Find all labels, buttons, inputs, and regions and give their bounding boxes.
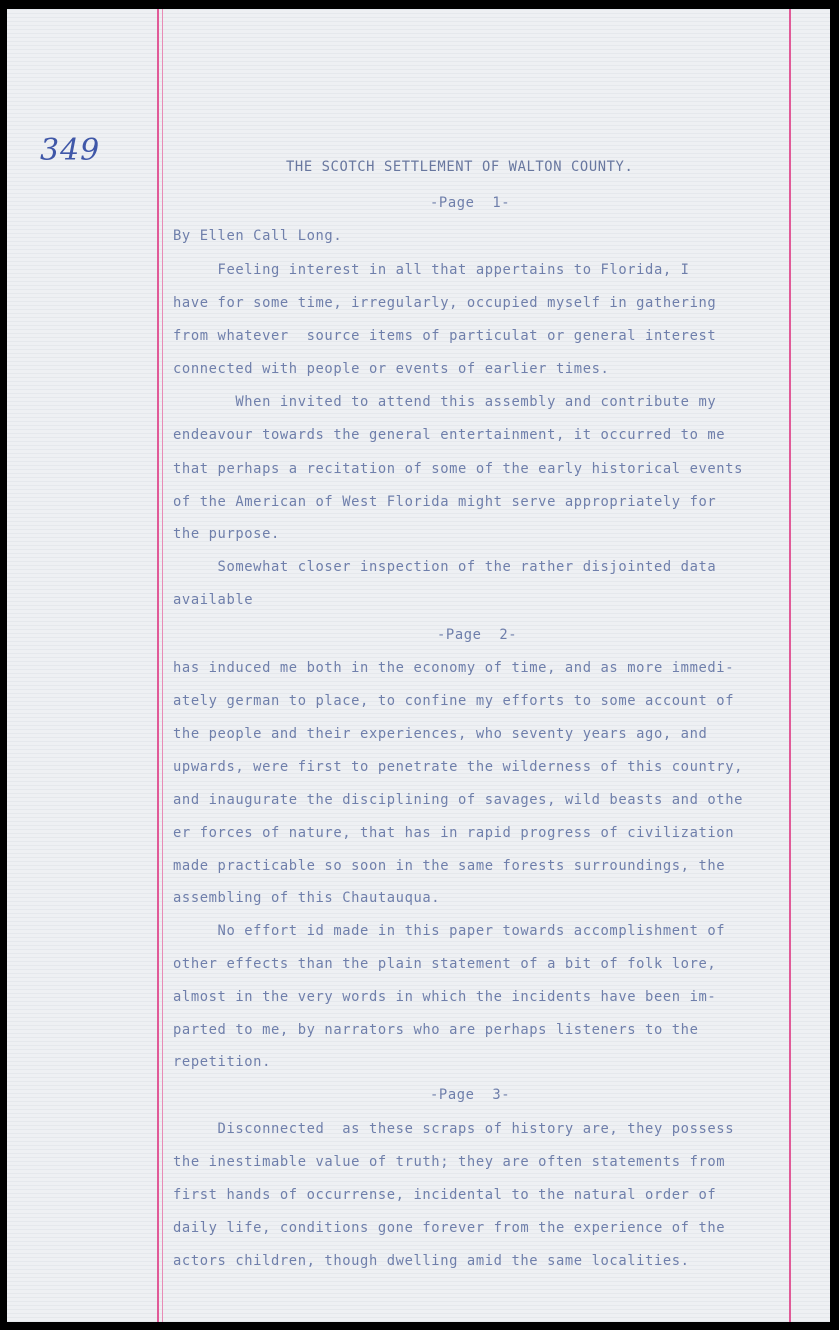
text-line: er forces of nature, that has in rapid progress of civilization bbox=[173, 825, 735, 841]
text-line: endeavour towards the general entertainment, it occurred to me bbox=[173, 427, 726, 443]
text-line: No effort id made in this paper towards accomplishment of bbox=[173, 923, 726, 939]
folio-number: 349 bbox=[40, 133, 101, 168]
text-line: connected with people or events of earlier times. bbox=[173, 361, 610, 377]
page-marker-1: -Page 1- bbox=[430, 195, 511, 211]
text-line: other effects than the plain statement of a bit of folk lore, bbox=[173, 956, 717, 972]
text-line: daily life, conditions gone forever from the experience of the bbox=[173, 1220, 726, 1236]
text-line: repetition. bbox=[173, 1054, 271, 1070]
page-marker-3: -Page 3- bbox=[430, 1087, 511, 1103]
text-line: ately german to place, to confine my efforts to some account of bbox=[173, 693, 735, 709]
text-line: Disconnected as these scraps of history are, they possess bbox=[173, 1121, 735, 1137]
text-line: made practicable so soon in the same forests surroundings, the bbox=[173, 858, 726, 874]
page-marker-2: -Page 2- bbox=[437, 627, 518, 643]
text-line: has induced me both in the economy of time, and as more immedi- bbox=[173, 660, 735, 676]
document-page bbox=[7, 9, 830, 1322]
text-line: that perhaps a recitation of some of the early historical events bbox=[173, 461, 744, 477]
text-line: the people and their experiences, who seventy years ago, and bbox=[173, 726, 708, 742]
text-line: upwards, were first to penetrate the wilderness of this country, bbox=[173, 759, 744, 775]
text-line: and inaugurate the disciplining of savages, wild beasts and othe bbox=[173, 792, 744, 808]
text-line: Somewhat closer inspection of the rather disjointed data bbox=[173, 559, 717, 575]
text-line: actors children, though dwelling amid the same localities. bbox=[173, 1253, 690, 1269]
text-line: available bbox=[173, 592, 254, 608]
text-line: the inestimable value of truth; they are often statements from bbox=[173, 1154, 726, 1170]
text-line: almost in the very words in which the incidents have been im- bbox=[173, 989, 717, 1005]
right-margin-rule bbox=[789, 9, 791, 1322]
text-line: of the American of West Florida might serve appropriately for bbox=[173, 494, 717, 510]
document-title: THE SCOTCH SETTLEMENT OF WALTON COUNTY. bbox=[286, 159, 634, 175]
left-margin-rule bbox=[157, 9, 159, 1322]
author-line: By Ellen Call Long. bbox=[173, 228, 343, 244]
text-line: have for some time, irregularly, occupied myself in gathering bbox=[173, 295, 717, 311]
text-line: the purpose. bbox=[173, 526, 280, 542]
text-line: assembling of this Chautauqua. bbox=[173, 890, 441, 906]
text-line: When invited to attend this assembly and contribute my bbox=[173, 394, 717, 410]
text-line: first hands of occurrense, incidental to the natural order of bbox=[173, 1187, 717, 1203]
left-margin-rule-secondary bbox=[162, 9, 163, 1322]
text-line: parted to me, by narrators who are perhaps listeners to the bbox=[173, 1022, 699, 1038]
text-line: from whatever source items of particulat or general interest bbox=[173, 328, 717, 344]
text-line: Feeling interest in all that appertains to Florida, I bbox=[173, 262, 690, 278]
